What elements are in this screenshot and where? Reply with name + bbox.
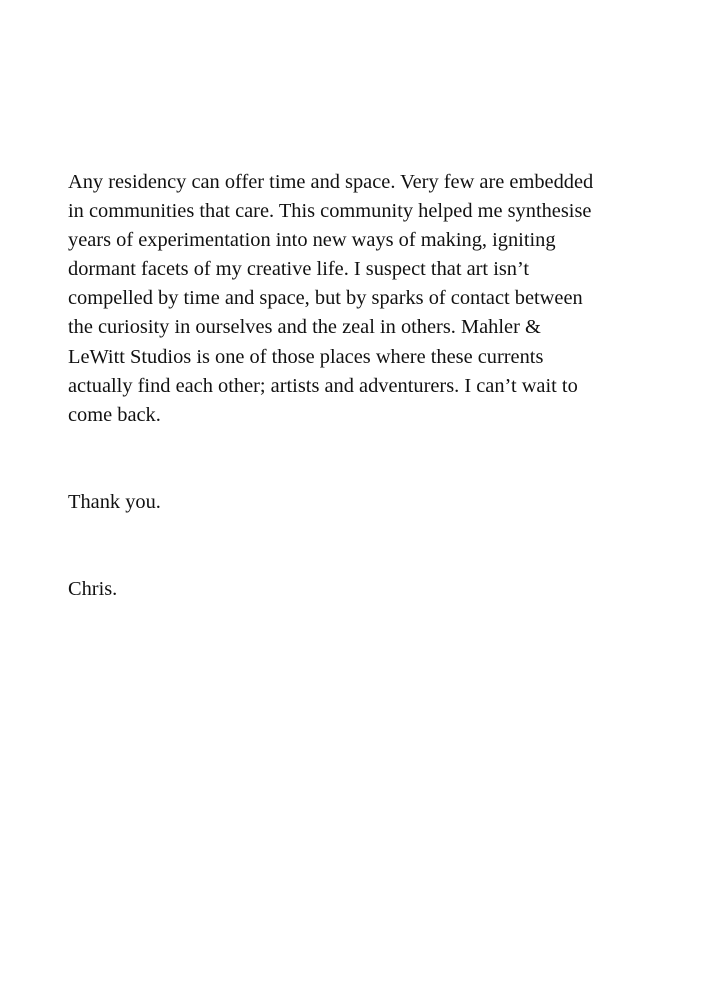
body-line: actually find each other; artists and adventurers. I can’t wait to <box>68 374 578 397</box>
letter-page <box>68 168 638 600</box>
body-line: dormant facets of my creative life. I suspect that art isn’t <box>68 258 530 281</box>
body-line: years of experimentation into new ways of making, igniting <box>68 229 556 252</box>
body-line: compelled by time and space, but by sparks of contact between <box>68 287 583 310</box>
body-line: come back. <box>68 403 161 426</box>
body-line: Any residency can offer time and space. Very few are embedded <box>68 171 594 193</box>
body-line: LeWitt Studios is one of those places where these currents <box>68 345 544 368</box>
signature-text: Chris. <box>68 578 118 600</box>
closing-text: Thank you. <box>68 491 161 513</box>
body-line: in communities that care. This community helped me synthesise <box>68 200 592 223</box>
body-line: the curiosity in ourselves and the zeal in others. Mahler & <box>68 316 541 339</box>
letter-body-paragraph <box>68 168 638 430</box>
